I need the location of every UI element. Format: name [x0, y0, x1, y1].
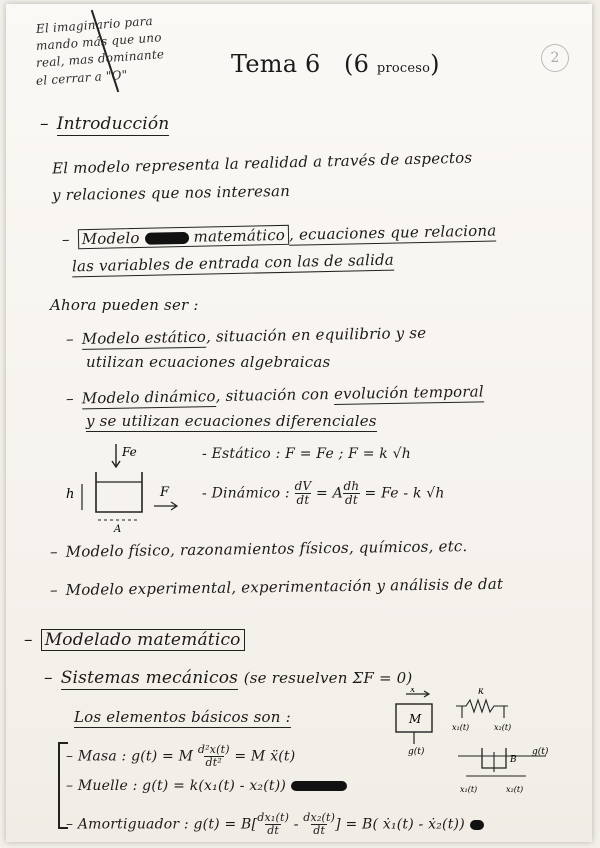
mass-equation: – Masa : g(t) = M d²x(t) dt² = M ẍ(t)	[66, 743, 296, 769]
spring-equation: – Muelle : g(t) = k(x₁(t) - x₂(t))	[66, 778, 347, 794]
spring-x2-label: x₂(t)	[494, 723, 512, 732]
tank-diagram	[62, 440, 192, 536]
page-title: Tema 6 (6 proceso)	[231, 50, 440, 78]
elements-bracket	[58, 742, 60, 828]
static-equation: - Estático : F = Fe ; F = k √h	[202, 446, 411, 462]
dynamic-equation: - Dinámico : dV dt = Adh dt = Fe - k √h	[202, 479, 445, 507]
modeling-heading: – Modelado matemático	[24, 630, 245, 650]
experimental-model-line: – Modelo experimental, experimentación y análisis de dat	[49, 574, 504, 600]
tank-label-f: F	[160, 485, 170, 500]
damper-x1-label: x₁(t)	[460, 785, 478, 794]
basic-elements-lead: Los elementos básicos son :	[74, 708, 291, 726]
ink-scribble	[291, 781, 347, 791]
mechanical-systems-line: – Sistemas mecánicos (se resuelven ΣF = 0)	[44, 668, 413, 688]
damper-g-label: g(t)	[532, 747, 549, 757]
tank-label-h: h	[66, 487, 75, 502]
static-model-line-2: utilizan ecuaciones algebraicas	[86, 353, 331, 371]
margin-note-line-3: real, mas dominante	[35, 47, 165, 70]
intro-line-1: El modelo representa la realidad a través de aspectos	[51, 148, 473, 178]
intro-line-2: y relaciones que nos interesan	[51, 181, 291, 205]
margin-note-line-1: El imaginario para	[35, 13, 154, 36]
spring-k-label: k	[478, 688, 485, 697]
static-model-line: – Modelo estático, situación en equilibrio y se	[65, 323, 427, 349]
damper-equation: – Amortiguador : g(t) = B[dx₁(t) dt - dx₂(t) dt ] = B( ẋ₁(t) - ẋ₂(t))	[66, 812, 484, 837]
damper-x2-label: x₂(t)	[506, 785, 524, 794]
margin-note-line-4: el cerrar a "O"	[35, 67, 128, 88]
scribble-blot	[145, 232, 189, 245]
tank-label-fe: Fe	[122, 445, 137, 459]
mass-block-label: M	[409, 712, 422, 726]
math-model-line: – Modelo matemático , ecuaciones que relaciona	[61, 221, 497, 249]
notebook-page	[6, 4, 592, 842]
margin-note-line-2: mando más que uno	[35, 30, 163, 53]
damper-b-label: B	[510, 755, 517, 765]
mass-x-label: x	[410, 688, 416, 695]
dynamic-model-line: – Modelo dinámico, situación con evolución temporal	[65, 382, 484, 408]
physical-model-line: – Modelo físico, razonamientos físicos, químicos, etc.	[49, 537, 468, 561]
spring-x1-label: x₁(t)	[452, 723, 470, 732]
mass-force-label: g(t)	[408, 747, 425, 757]
page-number: 2	[541, 44, 569, 72]
intro-heading: – Introducción	[40, 114, 170, 134]
tank-label-a: A	[114, 524, 122, 535]
mechanical-diagrams	[386, 688, 576, 798]
dynamic-model-line-2: y se utilizan ecuaciones diferenciales	[86, 412, 377, 430]
types-lead: Ahora pueden ser :	[50, 296, 199, 314]
math-model-line-2: las variables de entrada con las de salida	[71, 250, 395, 276]
